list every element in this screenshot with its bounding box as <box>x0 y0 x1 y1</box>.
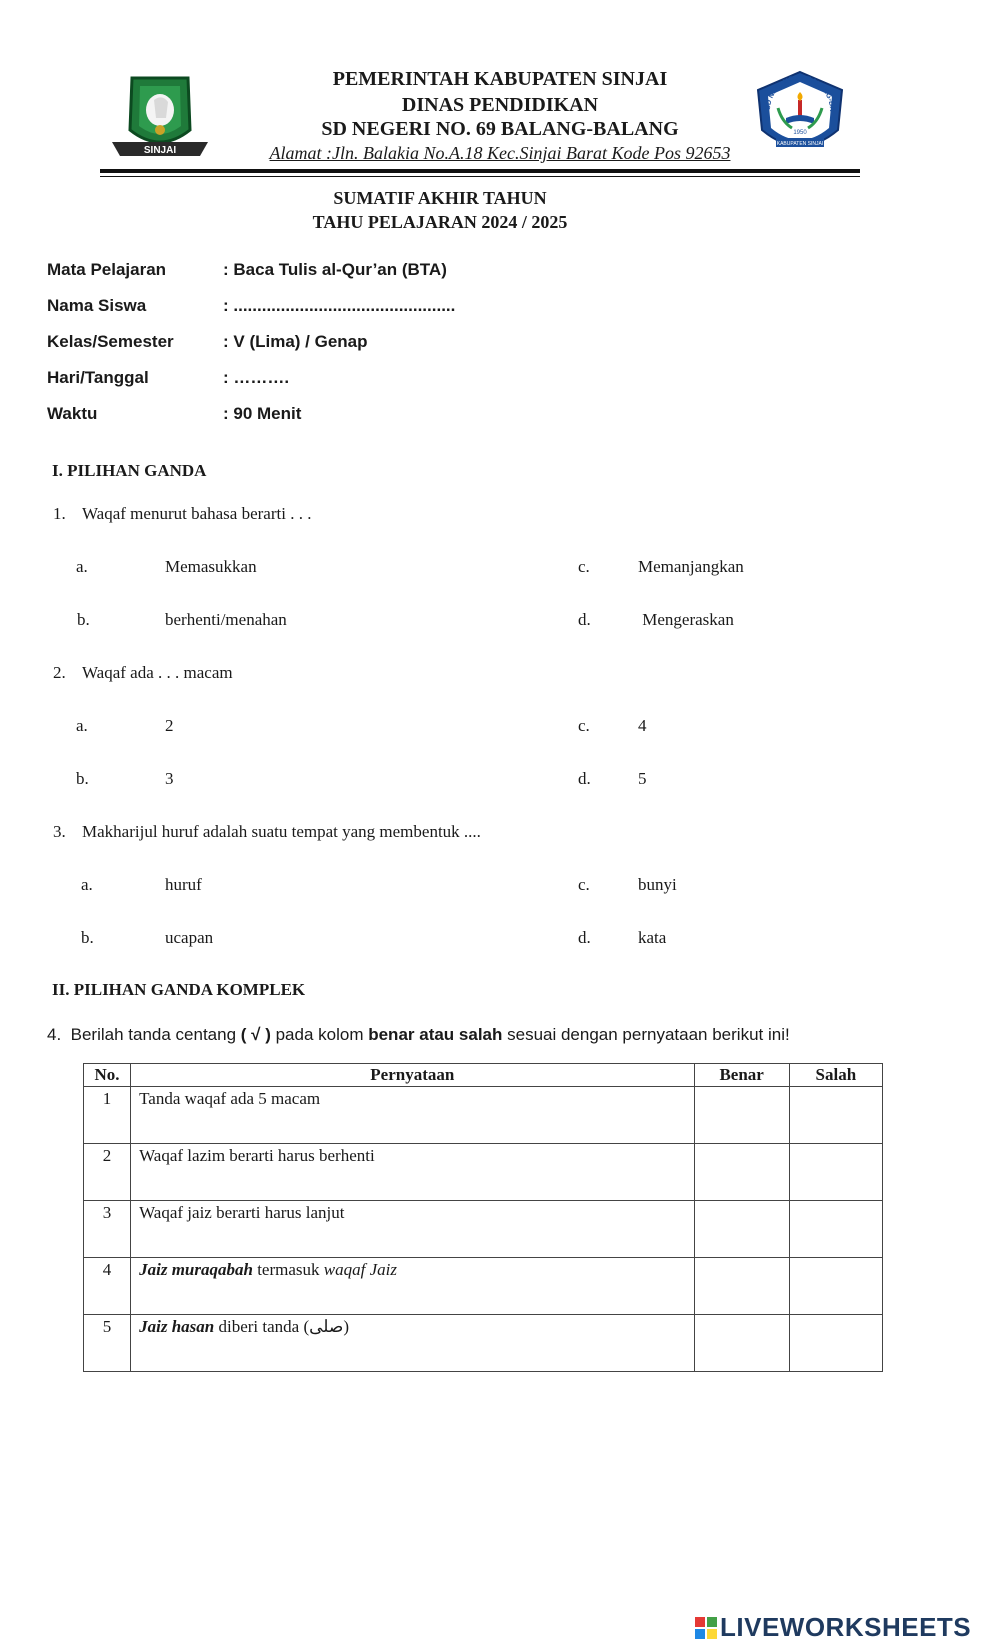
identity-value: : V (Lima) / Genap <box>223 332 368 351</box>
row-number: 1 <box>84 1087 131 1144</box>
statement-bold-term: Jaiz muraqabah <box>139 1260 253 1279</box>
identity-label: Hari/Tanggal <box>47 368 149 387</box>
option-c[interactable]: Memanjangkan <box>638 557 744 576</box>
option-letter: b. <box>81 928 94 947</box>
option-b[interactable]: 3 <box>165 769 174 788</box>
option-letter: b. <box>77 610 90 629</box>
option-letter: b. <box>76 769 89 788</box>
option-c[interactable]: bunyi <box>638 875 677 894</box>
liveworksheets-icon <box>695 1615 717 1637</box>
option-letter: d. <box>578 769 591 788</box>
option-letter: c. <box>578 875 590 894</box>
student-name-field[interactable]: : ............................................... <box>223 296 456 315</box>
question-number: 1. <box>53 504 66 523</box>
identity-label: Kelas/Semester <box>47 332 174 351</box>
exam-title: SUMATIF AKHIR TAHUN <box>333 188 547 208</box>
statement-text: Tanda waqaf ada 5 macam <box>139 1089 321 1108</box>
row-number: 5 <box>84 1315 131 1372</box>
instruction-part: pada kolom <box>270 1025 369 1044</box>
header-divider-thin <box>100 176 860 177</box>
liveworksheets-brand: LIVEWORKSHEETS <box>720 1612 972 1642</box>
statement-italic-term: waqaf Jaiz <box>323 1260 397 1279</box>
row-number: 3 <box>84 1201 131 1258</box>
question-text: Makharijul huruf adalah suatu tempat yang membentuk .... <box>82 822 481 841</box>
option-a[interactable]: 2 <box>165 716 174 735</box>
option-letter: c. <box>578 716 590 735</box>
true-answer-cell[interactable] <box>694 1201 789 1258</box>
statement-cell <box>131 1315 694 1372</box>
column-header-true: Benar <box>694 1064 789 1087</box>
true-answer-cell[interactable] <box>694 1315 789 1372</box>
sinjai-regency-logo <box>110 72 210 164</box>
true-answer-cell[interactable] <box>694 1087 789 1144</box>
identity-label: Mata Pelajaran <box>47 260 167 279</box>
statement-text: Waqaf jaiz berarti harus lanjut <box>139 1203 345 1222</box>
identity-label: Nama Siswa <box>47 296 147 315</box>
question-number: 4. <box>47 1025 62 1044</box>
false-answer-cell[interactable] <box>789 1258 882 1315</box>
statement-text: Waqaf lazim berarti harus berhenti <box>139 1146 375 1165</box>
sinjai-banner-text: SINJAI <box>143 145 177 156</box>
column-header-statement: Pernyataan <box>131 1064 694 1087</box>
header-government: PEMERINTAH KABUPATEN SINJAI <box>332 68 668 90</box>
table-row <box>84 1201 883 1258</box>
false-answer-cell[interactable] <box>789 1315 882 1372</box>
question-number: 3. <box>53 822 66 841</box>
header-department: DINAS PENDIDIKAN <box>401 94 599 116</box>
identity-label: Waktu <box>47 404 98 423</box>
option-letter: a. <box>76 557 88 576</box>
header-address: Alamat :Jln. Balakia No.A.18 Kec.Sinjai Barat Kode Pos 92653 <box>269 143 731 163</box>
option-letter: c. <box>578 557 590 576</box>
column-header-no: No. <box>84 1064 131 1087</box>
statement-cell <box>131 1144 694 1201</box>
table-header-row <box>84 1064 883 1087</box>
instruction-part: sesuai dengan pernyataan berikut ini! <box>502 1025 790 1044</box>
statement-text: diberi tanda (صلى) <box>214 1317 350 1336</box>
identity-value: : Baca Tulis al-Qur’an (BTA) <box>223 260 447 279</box>
section-multiple-choice-title: I. PILIHAN GANDA <box>52 461 207 480</box>
column-header-false: Salah <box>789 1064 882 1087</box>
true-answer-cell[interactable] <box>694 1144 789 1201</box>
statement-text: termasuk <box>252 1260 324 1279</box>
liveworksheets-watermark <box>695 1612 971 1643</box>
question-4-instruction <box>47 1025 790 1045</box>
option-c[interactable]: 4 <box>638 716 647 735</box>
row-number: 2 <box>84 1144 131 1201</box>
statement-cell <box>131 1258 694 1315</box>
question-text: Waqaf menurut bahasa berarti . . . <box>82 504 312 523</box>
option-d[interactable]: Mengeraskan <box>638 610 734 629</box>
option-a[interactable]: huruf <box>165 875 202 894</box>
option-b[interactable]: berhenti/menahan <box>165 610 287 629</box>
option-d[interactable]: 5 <box>638 769 647 788</box>
instruction-part: Berilah tanda centang <box>70 1025 241 1044</box>
header-divider-thick <box>100 169 860 173</box>
false-answer-cell[interactable] <box>789 1144 882 1201</box>
header-school-name: SD NEGERI NO. 69 BALANG-BALANG <box>321 118 679 140</box>
table-row <box>84 1087 883 1144</box>
statement-cell <box>131 1201 694 1258</box>
statement-bold-term: Jaiz hasan <box>139 1317 215 1336</box>
option-letter: d. <box>578 610 591 629</box>
exam-academic-year: TAHU PELAJARAN 2024 / 2025 <box>312 212 568 232</box>
statement-cell <box>131 1087 694 1144</box>
school-logo-banner: KABUPATEN SINJAI <box>776 141 824 147</box>
table-row <box>84 1144 883 1201</box>
option-letter: d. <box>578 928 591 947</box>
identity-value: : 90 Menit <box>223 404 302 423</box>
section-complex-choice-title: II. PILIHAN GANDA KOMPLEK <box>52 980 306 999</box>
school-logo-year: 1950 <box>793 130 807 136</box>
option-letter: a. <box>76 716 88 735</box>
true-answer-cell[interactable] <box>694 1258 789 1315</box>
option-a[interactable]: Memasukkan <box>165 557 257 576</box>
option-letter: a. <box>81 875 93 894</box>
table-row <box>84 1315 883 1372</box>
row-number: 4 <box>84 1258 131 1315</box>
date-field[interactable]: : ………. <box>223 368 290 387</box>
false-answer-cell[interactable] <box>789 1201 882 1258</box>
true-false-table <box>83 1063 883 1372</box>
table-row <box>84 1258 883 1315</box>
question-number: 2. <box>53 663 66 682</box>
option-b[interactable]: ucapan <box>165 928 214 947</box>
checkmark-symbol: ( √ ) <box>240 1025 271 1044</box>
instruction-emphasis: benar atau salah <box>368 1025 503 1044</box>
option-d[interactable]: kata <box>638 928 667 947</box>
school-logo-arc-text: SD NEG. NO.69 BALANG-BA <box>764 74 836 112</box>
question-text: Waqaf ada . . . macam <box>82 663 233 682</box>
false-answer-cell[interactable] <box>789 1087 882 1144</box>
